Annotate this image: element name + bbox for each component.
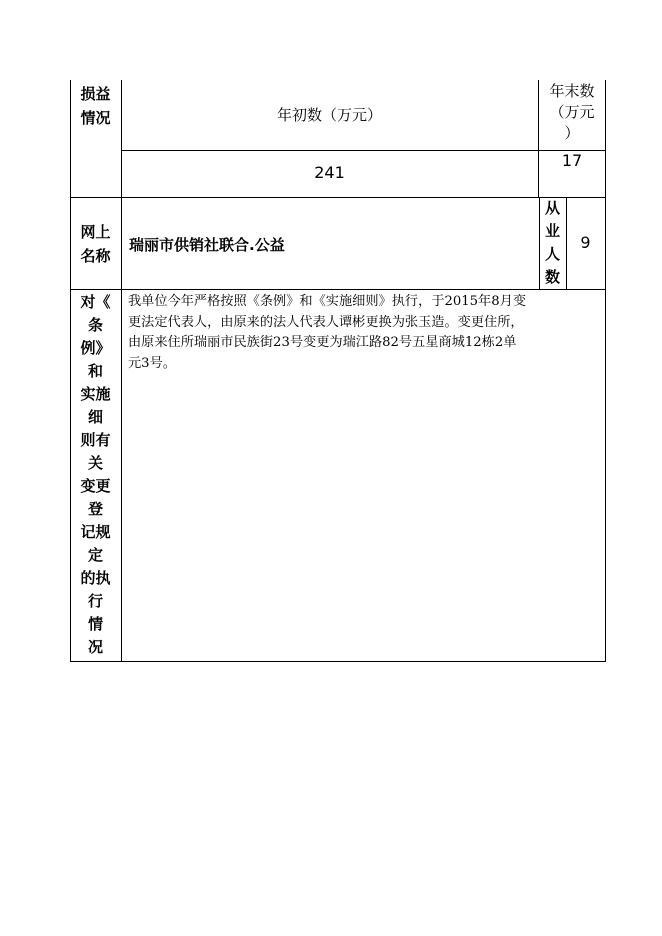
closing-balance-value: 17 [561, 151, 583, 170]
online-name-label [70, 220, 121, 268]
opening-balance-value: 241 [314, 163, 345, 182]
closing-header-line: （万元 [549, 103, 595, 121]
compliance-text-line: 我单位今年严格按照《条例》和《实施细则》执行，于2015年8月变 [128, 294, 527, 309]
compliance-text [128, 292, 604, 374]
compliance-text-line: 由原来住所瑞丽市民族街23号变更为瑞江路82号五星商城12栋2单 [128, 335, 517, 350]
compliance-text-line: 元3号。 [128, 355, 176, 371]
staff-label-char: 数 [544, 268, 560, 286]
table-line [70, 197, 606, 198]
compliance-label-line: 情 [87, 615, 103, 633]
profit-label [70, 82, 121, 130]
compliance-label-line: 关 [87, 454, 103, 472]
compliance-label-line: 行 [87, 592, 103, 610]
compliance-text-line: 更法定代表人，由原来的法人代表人谭彬更换为张玉造。变更住所， [128, 314, 524, 330]
table-line [70, 661, 606, 662]
staff-label-char: 人 [544, 245, 560, 263]
online-name-value: 瑞丽市供销社联合.公益 [129, 236, 285, 254]
compliance-label-line: 况 [87, 638, 103, 656]
staff-label-char: 业 [544, 222, 560, 240]
staff-count-value: 9 [580, 233, 591, 252]
compliance-label-line: 细 [87, 408, 103, 426]
closing-balance-header [539, 81, 605, 144]
online-label-line: 名称 [80, 247, 111, 265]
online-label-line: 网上 [80, 223, 111, 241]
compliance-label [70, 291, 121, 659]
table-line [605, 80, 606, 662]
closing-header-line: ） [564, 124, 580, 142]
compliance-label-line: 定 [87, 546, 103, 564]
compliance-label-line: 对《 [80, 293, 111, 311]
compliance-label-line: 变更 [80, 477, 111, 495]
opening-balance-header: 年初数（万元） [276, 106, 382, 124]
compliance-label-line: 登 [87, 500, 103, 518]
compliance-label-line: 的执 [80, 569, 111, 587]
profit-label-line: 情况 [80, 109, 111, 127]
staff-label-char: 从 [544, 199, 560, 217]
profit-label-line: 损益 [80, 85, 111, 103]
compliance-label-line: 则有 [80, 431, 111, 449]
compliance-label-line: 条 [87, 316, 103, 334]
closing-header-line: 年末数 [549, 82, 595, 100]
compliance-label-line: 实施 [80, 385, 111, 403]
compliance-label-line: 和 [87, 362, 103, 380]
compliance-label-line: 记规 [80, 523, 111, 541]
table-line [121, 150, 606, 151]
staff-count-label [539, 197, 566, 289]
compliance-label-line: 例》 [80, 339, 111, 357]
table-line [70, 289, 606, 290]
